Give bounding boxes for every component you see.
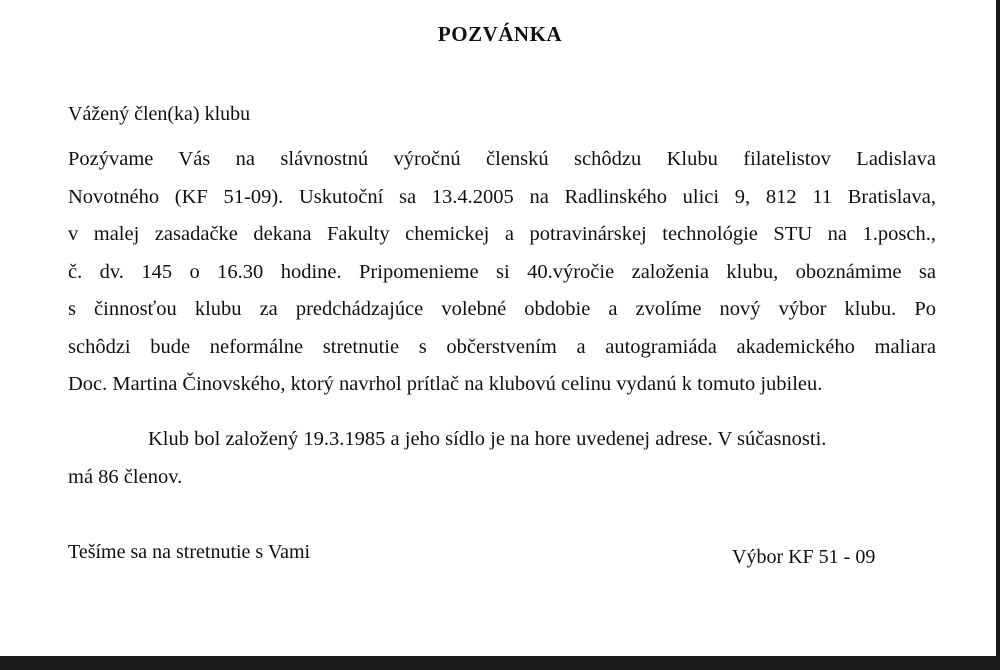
paragraph-line: Klub bol založený 19.3.1985 a jeho sídlo je na hore uvedenej adrese. V súčasnosti. [148,428,827,450]
closing-greeting: Tešíme sa na stretnutie s Vami [68,541,311,563]
paragraph-line: s činnosťou klubu za predchádzajúce volebné obdobie a zvolíme nový výbor klubu. Po [68,298,936,320]
paragraph-line: Pozývame Vás na slávnostnú výročnú členskú schôdzu Klubu filatelistov Ladislava [68,148,936,170]
page-edge-right [996,0,1000,670]
club-info-paragraph [68,421,938,496]
paragraph-line: Doc. Martina Činovského, ktorý navrhol prítlač na klubovú celinu vydanú k tomuto jubileu. [68,373,823,395]
paragraph-line: Novotného (KF 51-09). Uskutoční sa 13.4.2005 na Radlinského ulici 9, 812 11 Bratislava, [68,185,936,208]
document-title: POZVÁNKA [437,22,563,46]
signature-committee: Výbor KF 51 - 09 [732,546,876,568]
paragraph-line: č. dv. 145 o 16.30 hodine. Pripomenieme si 40.výročie založenia klubu, oboznámime sa [68,260,936,283]
page-edge-bottom [0,656,1000,670]
salutation: Vážený člen(ka) klubu [68,103,251,125]
invitation-paragraph [68,141,936,404]
paragraph-line: má 86 členov. [68,465,183,488]
paragraph-line: v malej zasadačke dekana Fakulty chemickej a potravinárskej technológie STU na 1.posch., [68,223,936,245]
paragraph-line: schôdzi bude neformálne stretnutie s občerstvením a autogramiáda akademického maliara [68,335,936,358]
